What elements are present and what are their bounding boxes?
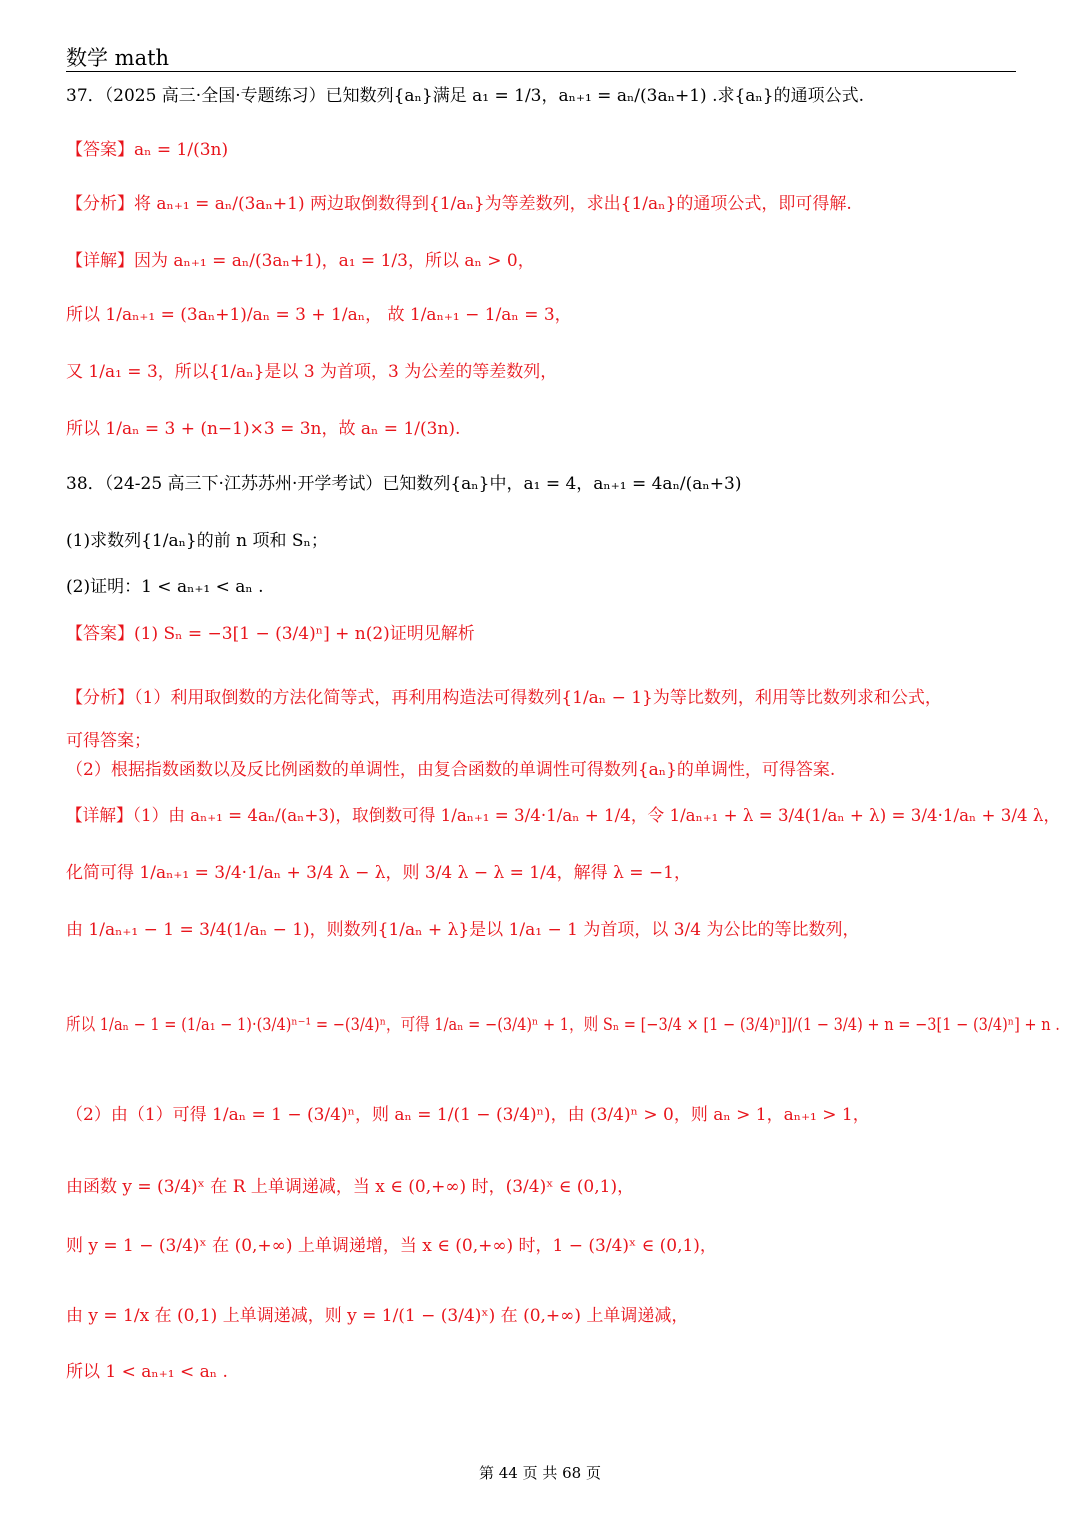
header-rule <box>66 71 1016 72</box>
text-line: 【详解】因为 aₙ₊₁ = aₙ/(3aₙ+1)，a₁ = 1/3，所以 aₙ > 0， <box>66 251 535 271</box>
text-line: 化简可得 1/aₙ₊₁ = 3/4·1/aₙ + 3/4 λ − λ，则 3/4 λ − λ = 1/4，解得 λ = −1， <box>66 863 691 883</box>
text-line: （2）由（1）可得 1/aₙ = 1 − (3/4)ⁿ，则 aₙ = 1/(1 − (3/4)ⁿ)，由 (3/4)ⁿ > 0，则 aₙ > 1，aₙ₊₁ > 1， <box>66 1105 870 1125</box>
text-line: 由 1/aₙ₊₁ − 1 = 3/4(1/aₙ − 1)，则数列{1/aₙ + λ}是以 1/a₁ − 1 为首项，以 3/4 为公比的等比数列， <box>66 920 860 940</box>
text-line: 可得答案； <box>66 731 151 751</box>
text-line: (1)求数列{1/aₙ}的前 n 项和 Sₙ； <box>66 531 328 551</box>
text-line: 【答案】aₙ = 1/(3n) <box>66 140 229 160</box>
text-line: 【分析】将 aₙ₊₁ = aₙ/(3aₙ+1) 两边取倒数得到{1/aₙ}为等差数列，求出{1/aₙ}的通项公式，即可得解. <box>66 194 852 214</box>
text-line: 【答案】(1) Sₙ = −3[1 − (3/4)ⁿ] + n(2)证明见解析 <box>66 624 475 644</box>
text-line: 所以 1 < aₙ₊₁ < aₙ . <box>66 1362 228 1382</box>
text-line: 【分析】（1）利用取倒数的方法化简等式，再利用构造法可得数列{1/aₙ − 1}为等比数列，利用等比数列求和公式， <box>66 688 942 708</box>
text-line: 所以 1/aₙ₊₁ = (3aₙ+1)/aₙ = 3 + 1/aₙ， 故 1/aₙ₊₁ − 1/aₙ = 3， <box>66 305 572 325</box>
text-line: 【详解】（1）由 aₙ₊₁ = 4aₙ/(aₙ+3)，取倒数可得 1/aₙ₊₁ = 3/4·1/aₙ + 1/4，令 1/aₙ₊₁ + λ = 3/4(1/aₙ + λ) = 3/4·1/aₙ + 3/4 λ， <box>66 806 1061 826</box>
text-line: 由 y = 1/x 在 (0,1) 上单调递减，则 y = 1/(1 − (3/4)ˣ) 在 (0,+∞) 上单调递减， <box>66 1306 689 1326</box>
text-line: 所以 1/aₙ − 1 = (1/a₁ − 1)·(3/4)ⁿ⁻¹ = −(3/4)ⁿ，可得 1/aₙ = −(3/4)ⁿ + 1，则 Sₙ = [−3/4 × [1 − (3/4)ⁿ]]/(1 − 3/4) + n = −3[1 − (3/4)ⁿ] + n . <box>66 1015 1060 1035</box>
text-line: (2)证明：1 < aₙ₊₁ < aₙ . <box>66 577 264 597</box>
text-line: （2）根据指数函数以及反比例函数的单调性，由复合函数的单调性可得数列{aₙ}的单调性，可得答案. <box>66 760 836 780</box>
text-line: 37．（2025 高三·全国·专题练习）已知数列{aₙ}满足 a₁ = 1/3，aₙ₊₁ = aₙ/(3aₙ+1) .求{aₙ}的通项公式. <box>66 86 865 106</box>
page-header-title: 数学 math <box>66 46 170 70</box>
text-line: 又 1/a₁ = 3，所以{1/aₙ}是以 3 为首项，3 为公差的等差数列， <box>66 362 558 382</box>
text-line: 由函数 y = (3/4)ˣ 在 R 上单调递减，当 x ∈ (0,+∞) 时，(3/4)ˣ ∈ (0,1)， <box>66 1177 635 1197</box>
text-line: 则 y = 1 − (3/4)ˣ 在 (0,+∞) 上单调递增，当 x ∈ (0,+∞) 时，1 − (3/4)ˣ ∈ (0,1)， <box>66 1236 717 1256</box>
page-footer: 第 44 页 共 68 页 <box>478 1464 601 1482</box>
text-line: 38．（24-25 高三下·江苏苏州·开学考试）已知数列{aₙ}中，a₁ = 4，aₙ₊₁ = 4aₙ/(aₙ+3) <box>66 474 742 494</box>
text-line: 所以 1/aₙ = 3 + (n−1)×3 = 3n，故 aₙ = 1/(3n). <box>66 419 461 439</box>
